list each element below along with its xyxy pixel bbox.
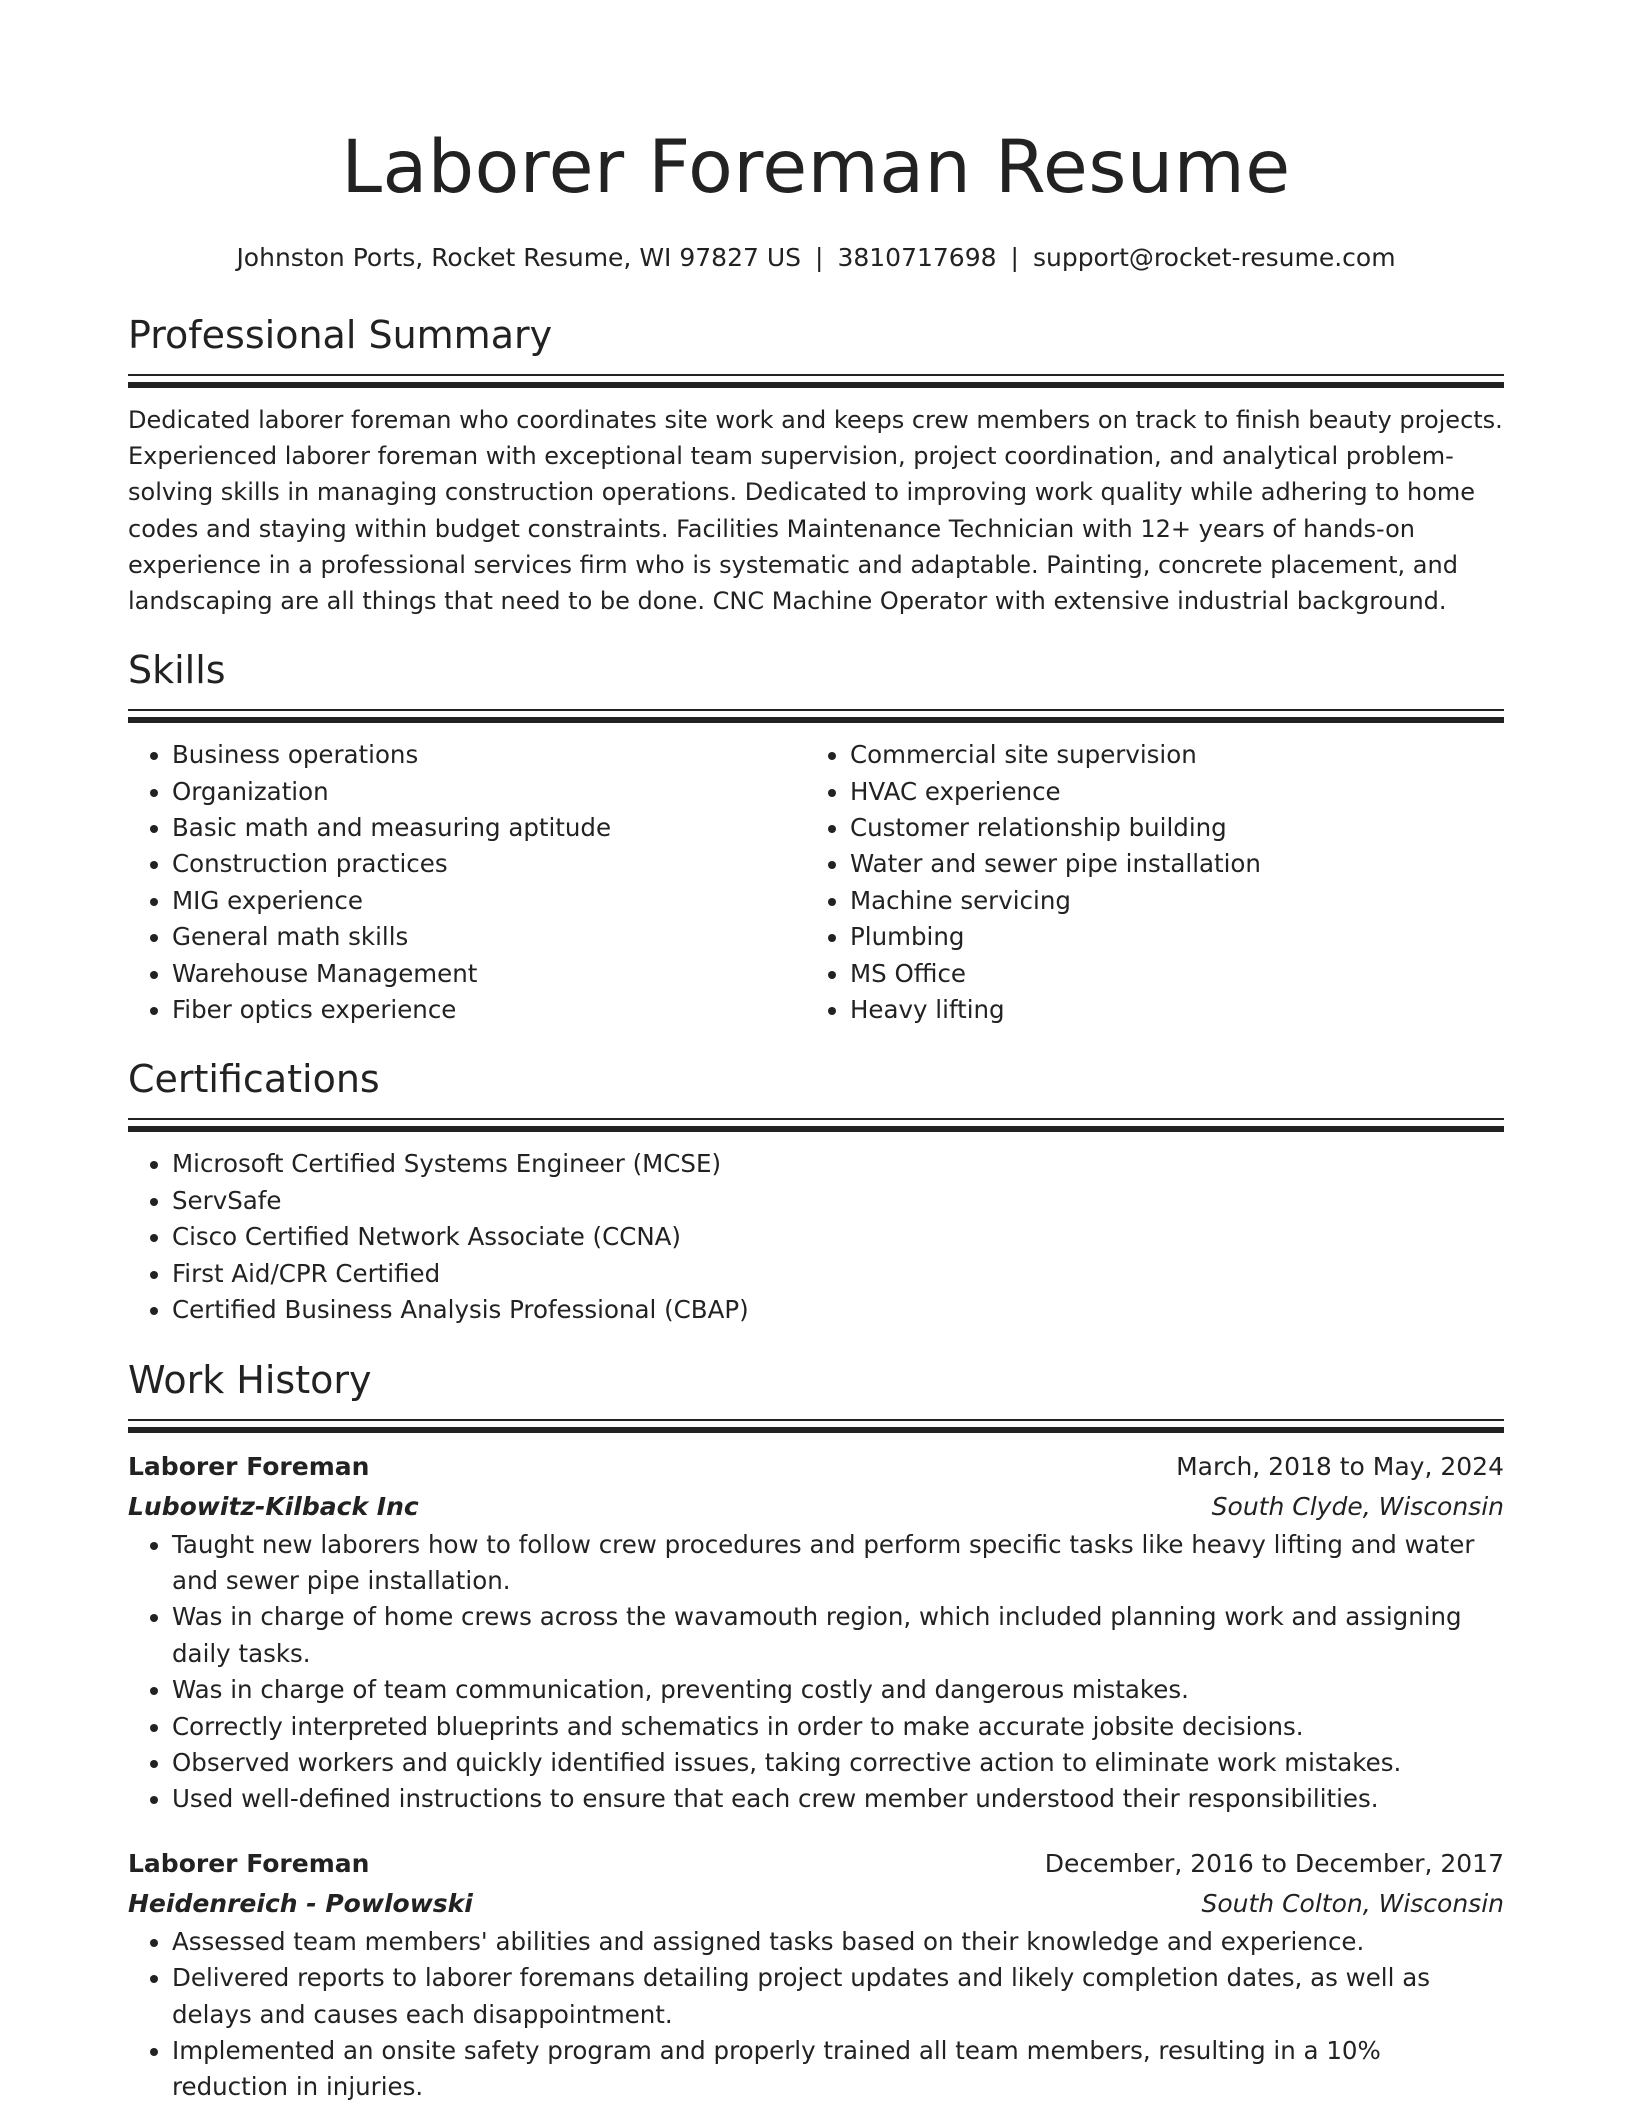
- certification-item: • First Aid/CPR Certified: [172, 1256, 1504, 1292]
- job-duty: • Delivered reports to laborer foremans detailing project updates and likely completion dates, as well as delays and causes each disappointment.: [172, 1960, 1504, 2033]
- contact-email: support@rocket-resume.com: [1032, 243, 1396, 272]
- contact-separator: |: [1010, 243, 1019, 272]
- job-duty: • Observed workers and quickly identified issues, taking corrective action to eliminate work mistakes.: [172, 1745, 1504, 1781]
- job-duty: • Was in charge of home crews across the wavamouth region, which included planning work and assigning daily tasks.: [172, 1599, 1504, 1672]
- skill-item: • Organization: [172, 774, 806, 810]
- certification-item: • Microsoft Certified Systems Engineer (MCSE): [172, 1146, 1504, 1182]
- job-duty: • Implemented an onsite safety program and properly trained all team members, resulting in a 10% reduction in injuries.: [172, 2033, 1504, 2106]
- skill-item: • Customer relationship building: [850, 810, 1484, 846]
- skill-item: • Machine servicing: [850, 883, 1484, 919]
- skill-item: • Basic math and measuring aptitude: [172, 810, 806, 846]
- contact-line: [128, 240, 1504, 276]
- job-subheader-row: [128, 1884, 1504, 1924]
- skill-item: • Water and sewer pipe installation: [850, 846, 1484, 882]
- summary-section: [128, 310, 1504, 619]
- certifications-list: [128, 1146, 1504, 1328]
- certification-item: • Certified Business Analysis Professional (CBAP): [172, 1292, 1504, 1328]
- summary-text: Dedicated laborer foreman who coordinates site work and keeps crew members on track to finish beauty projects. Experienced laborer foreman with exceptional team supervision, project coordination, and analytical problem-solving skills in managing construction operations. Dedicated to improving work quality while adhering to home codes and staying within budget constraints. Facilities Maintenance Technician with 12+ years of hands-on experience in a professional services firm who is systematic and adaptable. Painting, concrete placement, and landscaping are all things that need to be done. CNC Machine Operator with extensive industrial background.: [128, 406, 1503, 616]
- job-duties-list: [128, 1924, 1504, 2106]
- job-header-row: [128, 1844, 1504, 1884]
- certifications-section: [128, 1054, 1504, 1328]
- job-duty: • Assessed team members' abilities and assigned tasks based on their knowledge and experience.: [172, 1924, 1504, 1960]
- job-location: South Colton, Wisconsin: [1201, 1888, 1504, 1918]
- contact-phone: 3810717698: [837, 243, 997, 272]
- section-heading-work-history: Work History: [128, 1357, 372, 1402]
- skill-item: • Construction practices: [172, 846, 806, 882]
- section-divider: [128, 1118, 1504, 1132]
- job-title: Laborer Foreman: [128, 1451, 370, 1481]
- section-divider: [128, 1419, 1504, 1433]
- section-divider: [128, 709, 1504, 723]
- certification-item: • Cisco Certified Network Associate (CCNA): [172, 1219, 1504, 1255]
- job-header-row: [128, 1447, 1504, 1487]
- skill-item: • General math skills: [172, 919, 806, 955]
- job-duty: • Correctly interpreted blueprints and schematics in order to make accurate jobsite decisions.: [172, 1709, 1504, 1745]
- skills-list-right: [806, 737, 1484, 1028]
- certification-item: • ServSafe: [172, 1183, 1504, 1219]
- skills-column-left: [128, 737, 806, 1028]
- job-dates: March, 2018 to May, 2024: [1176, 1451, 1504, 1481]
- skills-section: [128, 645, 1504, 1028]
- section-heading-skills: Skills: [128, 648, 226, 693]
- skill-item: • MIG experience: [172, 883, 806, 919]
- job-duty: • Was in charge of team communication, preventing costly and dangerous mistakes.: [172, 1672, 1504, 1708]
- job-subheader-row: [128, 1487, 1504, 1527]
- job-entry: [128, 1844, 1504, 2106]
- skill-item: • Business operations: [172, 737, 806, 773]
- skill-item: • Commercial site supervision: [850, 737, 1484, 773]
- job-dates: December, 2016 to December, 2017: [1044, 1848, 1504, 1878]
- skills-list-left: [128, 737, 806, 1028]
- section-heading-summary: Professional Summary: [128, 313, 553, 357]
- job-company: Lubowitz-Kilback Inc: [128, 1491, 419, 1521]
- job-entry: [128, 1447, 1504, 1818]
- skill-item: • Warehouse Management: [172, 956, 806, 992]
- job-location: South Clyde, Wisconsin: [1211, 1491, 1504, 1521]
- resume-title: Laborer Foreman Resume: [341, 125, 1291, 210]
- job-duties-list: [128, 1527, 1504, 1818]
- resume-content: [128, 0, 1504, 2106]
- job-company: Heidenreich - Powlowski: [128, 1888, 473, 1918]
- skill-item: • Plumbing: [850, 919, 1484, 955]
- skill-item: • Heavy lifting: [850, 992, 1484, 1028]
- contact-address: Johnston Ports, Rocket Resume, WI 97827 US: [236, 243, 802, 272]
- skill-item: • HVAC experience: [850, 774, 1484, 810]
- work-history-section: [128, 1355, 1504, 2106]
- section-divider: [128, 374, 1504, 388]
- section-heading-certifications: Certifications: [128, 1057, 380, 1102]
- skills-column-right: [806, 737, 1484, 1028]
- job-duty: • Taught new laborers how to follow crew procedures and perform specific tasks like heavy lifting and water and sewer pipe installation.: [172, 1527, 1504, 1600]
- job-duty: • Used well-defined instructions to ensure that each crew member understood their responsibilities.: [172, 1781, 1504, 1817]
- skills-columns: [128, 737, 1504, 1028]
- skill-item: • MS Office: [850, 956, 1484, 992]
- job-title: Laborer Foreman: [128, 1848, 370, 1878]
- skill-item: • Fiber optics experience: [172, 992, 806, 1028]
- contact-separator: |: [815, 243, 824, 272]
